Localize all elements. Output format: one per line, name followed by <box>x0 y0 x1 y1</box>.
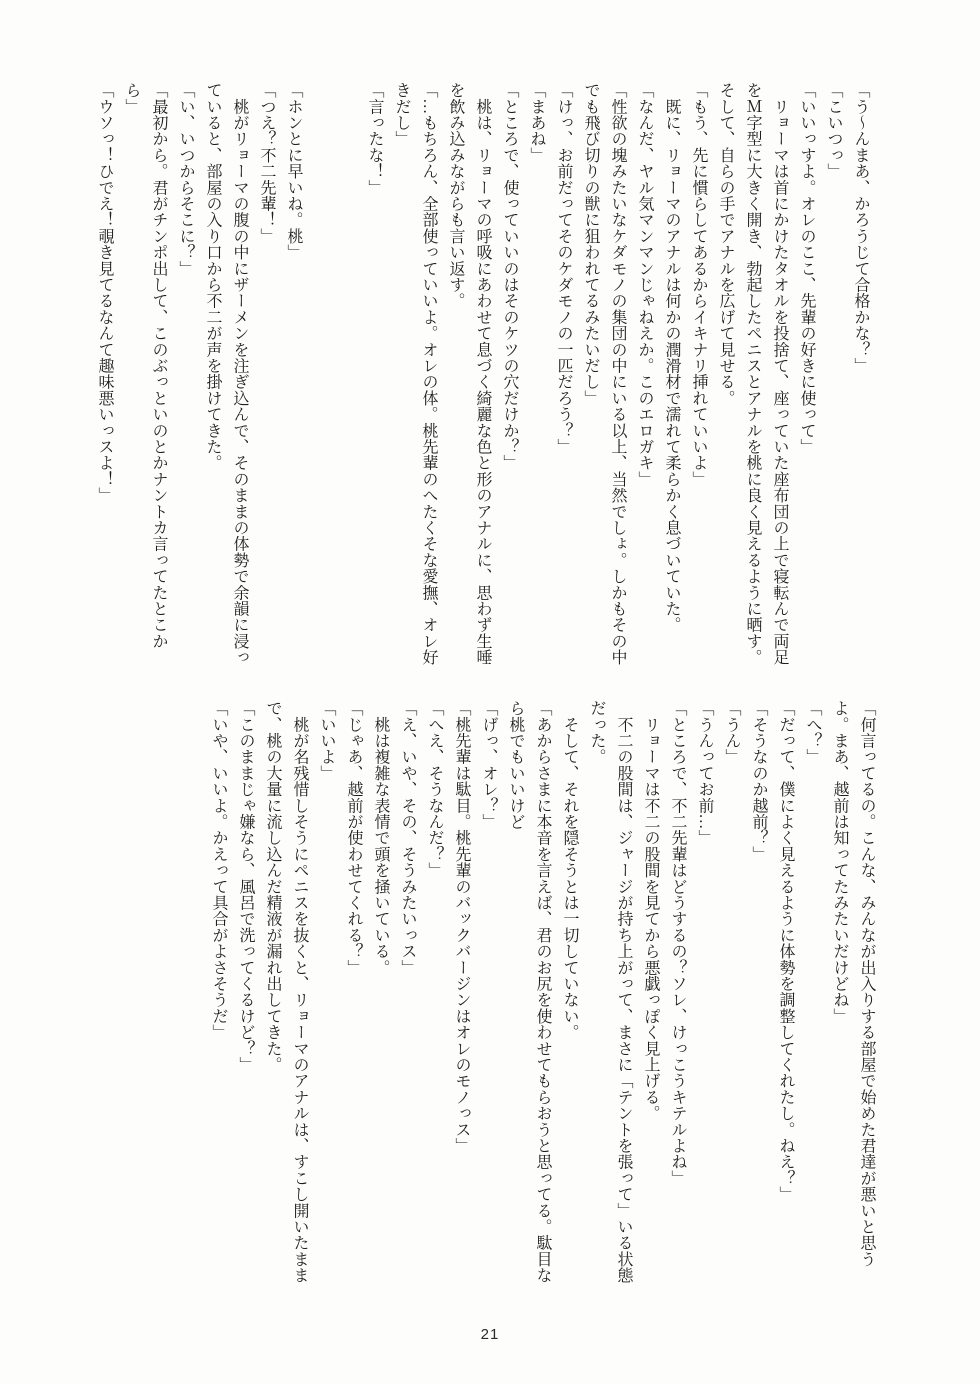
text-line: 「う〜んまあ、かろうじて合格かな？」 <box>852 82 869 374</box>
text-line: 桃は複雑な表情で頭を掻いている。 <box>372 700 389 976</box>
text-line: 「ウソっ！ひでえ！覗き見てるなんて趣味悪いっスよ！」 <box>96 82 113 504</box>
text-line: で、桃の大量に流し込んだ精液が漏れ出してきた。 <box>264 700 281 1073</box>
text-line: 「いや、いいよ。かえって具合がよさそうだ」 <box>210 700 227 1041</box>
text-line: 「うん」 <box>723 700 740 765</box>
text-line: 桃がリョーマの腹の中にザーメンを注ぎ込んで、そのままの体勢で余韻に浸っ <box>231 82 248 666</box>
text-line: 不二の股間は、ジャージが持ち上がって、まさに「テントを張って」いる状態 <box>615 700 632 1284</box>
page-number: 21 <box>480 1326 500 1343</box>
text-line: 「うんってお前…」 <box>696 700 713 846</box>
text-line: 「へ？」 <box>804 700 821 765</box>
text-block-top <box>91 82 874 665</box>
text-line: 「なんだ、ヤル気マンマンじゃねえか。このエロガキ」 <box>636 82 653 487</box>
text-line: 「こいつっ」 <box>825 82 842 180</box>
text-line: をＭ字型に大きく開き、勃起したペニスとアナルを桃に良く見えるように晒す。 <box>744 82 761 666</box>
text-line: 「だって、僕によく見えるように体勢を調整してくれたし。ねえ？」 <box>777 700 794 1203</box>
text-line: でも飛び切りの獣に狙われてるみたいだし」 <box>582 82 599 406</box>
text-line: 「桃先輩は駄目。桃先輩のバックバージンはオレのモノっス」 <box>453 700 470 1154</box>
text-line: リョーマは不二の股間を見てから悪戯っぽく見上げる。 <box>642 700 659 1122</box>
text-line: ていると、部屋の入り口から不二が声を掛けてきた。 <box>204 82 221 471</box>
text-line: 「つえ？不二先輩！」 <box>258 82 275 244</box>
text-line: 「ところで、不二先輩はどうするの？ソレ、けっこうキテルよね」 <box>669 700 686 1186</box>
text-line: よ。まあ、越前は知ってたみたいだけどね」 <box>831 700 848 1024</box>
text-line: 「じゃあ、越前が使わせてくれる？」 <box>345 700 362 976</box>
text-block-bottom <box>205 700 880 1283</box>
text-line: 「へえ、そうなんだ？」 <box>426 700 443 879</box>
text-line: 「そうなのか越前？」 <box>750 700 767 862</box>
text-line: 「何言ってるの。こんな、みんなが出入りする部屋で始めた君達が悪いと思う <box>858 700 875 1267</box>
text-line: ら桃でもいいけど <box>507 700 524 830</box>
blank-column <box>334 82 361 665</box>
text-line: 「…もちろん、全部使っていいよ。オレの体。桃先輩のへたくそな愛撫、オレ好 <box>420 82 437 666</box>
text-line: 「ところで、使っていいのはそのケツの穴だけか？」 <box>501 82 518 471</box>
text-line: そして、自らの手でアナルを広げて見せる。 <box>717 82 734 406</box>
text-line: リョーマは首にかけたタオルを投捨て、座っていた座布団の上で寝転んで両足 <box>771 82 788 666</box>
blank-column <box>307 82 334 665</box>
text-line: 「最初から。君がチンポ出して、このぶっといのとかナントカ言ってたとこか <box>150 82 167 649</box>
text-line: 既に、リョーマのアナルは何かの潤滑材で濡れて柔らかく息づいていた。 <box>663 82 680 633</box>
text-line: 桃が名残惜しそうにペニスを抜くと、リョーマのアナルは、すこし開いたまま <box>291 700 308 1284</box>
text-line: 「いいよ」 <box>318 700 335 781</box>
text-line: 「いいっすよ。オレのここ、先輩の好きに使って」 <box>798 82 815 455</box>
text-line: 「え、いや、その、そうみたいっス」 <box>399 700 416 976</box>
text-line: 「まあね」 <box>528 82 545 163</box>
text-line: 「けっ、お前だってそのケダモノの一匹だろう？」 <box>555 82 572 455</box>
text-line: 「言ったな！」 <box>366 82 383 196</box>
text-line: きだし」 <box>393 82 410 147</box>
text-line: 桃は、リョーマの呼吸にあわせて息づく綺麗な色と形のアナルに、思わず生唾 <box>474 82 491 666</box>
text-line: 「い、いつからそこに？」 <box>177 82 194 277</box>
text-line: 「あからさまに本音を言えば、君のお尻を使わせてもらおうと思ってる。駄目な <box>534 700 551 1284</box>
text-line: 「このままじゃ嫌なら、風呂で洗ってくるけど？」 <box>237 700 254 1073</box>
text-line: 「性欲の塊みたいなケダモノの集団の中にいる以上、当然でしょ。しかもその中 <box>609 82 626 666</box>
text-line: 「げっ、オレ？」 <box>480 700 497 830</box>
text-line: ら」 <box>123 82 140 115</box>
text-line: を飲み込みながらも言い返す。 <box>447 82 464 309</box>
text-line: 「もう、先に慣らしてあるからイキナリ挿れていいよ」 <box>690 82 707 487</box>
text-line: だった。 <box>588 700 605 765</box>
text-line: 「ホンとに早いね。桃」 <box>285 82 302 261</box>
text-line: そして、それを隠そうとは一切していない。 <box>561 700 578 1041</box>
